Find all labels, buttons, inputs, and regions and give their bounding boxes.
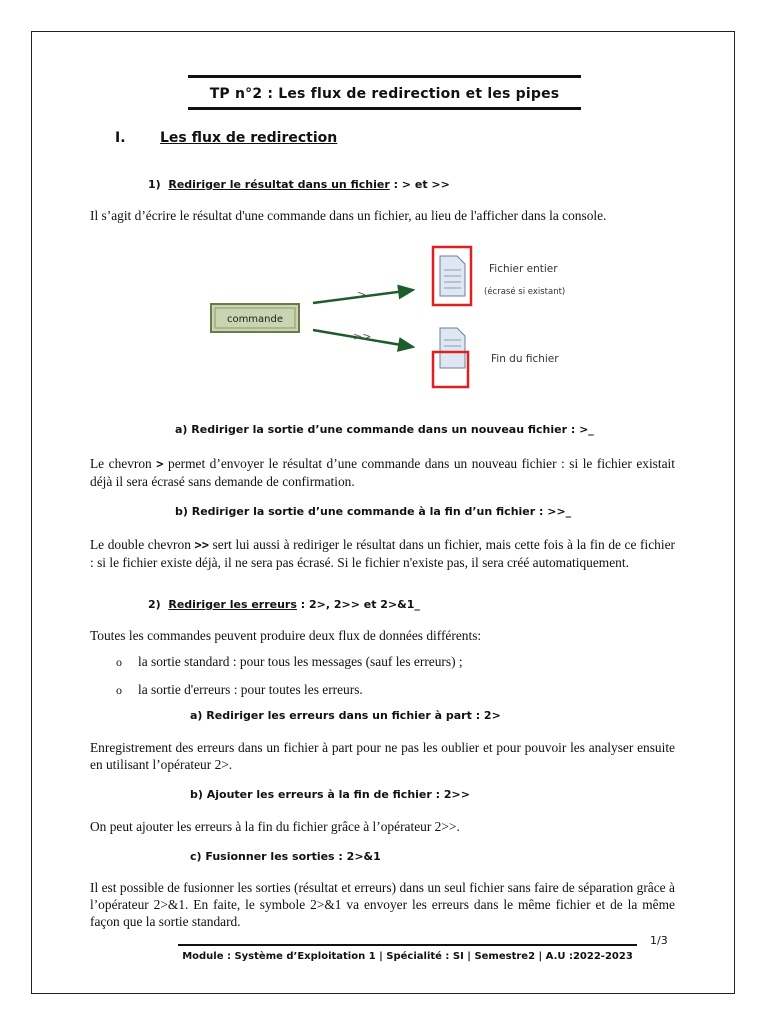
subheading-2-number: 2) <box>148 598 161 611</box>
subheading-2-label: Rediriger les erreurs <box>168 598 297 611</box>
paragraph-b1-end: sert lui aussi à rediriger le résultat dans un fichier, mais cette fois à la fin de ce fichier : si le fichier existe déjà, il ne sera pas écrasé. Si le fichier n'existe pas, il sera créé automatiquement. <box>90 537 675 570</box>
bullet-marker: o <box>116 683 122 697</box>
command-box <box>211 304 299 332</box>
file-end-icon <box>433 328 468 387</box>
page-number: 1/3 <box>650 934 668 947</box>
list-item-text: la sortie standard : pour tous les messages (sauf les erreurs) ; <box>138 654 463 669</box>
intro-paragraph: Il s’agit d’écrire le résultat d'une commande dans un fichier, au lieu de l'afficher dans la console. <box>90 208 607 223</box>
page-title: TP n°2 : Les flux de redirection et les pipes <box>209 86 560 102</box>
page-footer: Module : Système d’Exploitation 1 | Spécialité : SI | Semestre2 | A.U :2022-2023 <box>182 951 633 962</box>
section-heading <box>115 130 337 146</box>
title-top-rule <box>188 75 581 78</box>
paragraph-b1 <box>90 536 675 571</box>
arrow-overwrite-symbol: > <box>357 288 367 301</box>
command-label: commande <box>226 314 284 325</box>
subheading-c2: c) Fusionner les sorties : 2>&1 <box>190 850 381 863</box>
file-full-note: (écrasé si existant) <box>484 287 566 297</box>
list-item <box>116 682 363 698</box>
subheading-2-suffix: : 2>, 2>> et 2>&1_ <box>296 598 420 611</box>
paragraph-a1-start: Le chevron <box>90 456 157 471</box>
list-item-text: la sortie d'erreurs : pour toutes les erreurs. <box>138 682 363 697</box>
paragraph-2: Toutes les commandes peuvent produire deux flux de données différents: <box>90 628 482 643</box>
paragraph-b2: On peut ajouter les erreurs à la fin du fichier grâce à l’opérateur 2>>. <box>90 819 460 834</box>
paragraph-b1-start: Le double chevron <box>90 537 195 552</box>
paragraph-c2: Il est possible de fusionner les sorties (résultat et erreurs) dans un seul fichier sans faire de séparation grâce à l’opérateur 2>&1. En faite, le symbole 2>&1 va envoyer les erreurs dans le même fichier et de la même façon que la sortie standard. <box>90 880 675 929</box>
section-number: I. <box>115 130 126 146</box>
arrow-append-symbol: >> <box>353 330 372 343</box>
paragraph-b1-code: >> <box>194 538 209 552</box>
paragraph-a1 <box>90 455 675 490</box>
subheading-b2: b) Ajouter les erreurs à la fin de fichier : 2>> <box>190 788 470 801</box>
list-item <box>116 654 463 670</box>
paragraph-a1-end: permet d’envoyer le résultat d’une commande dans un nouveau fichier : si le fichier existait déjà il sera écrasé sans demande de confirmation. <box>90 456 675 489</box>
subheading-1-label: Rediriger le résultat dans un fichier <box>168 178 390 191</box>
subheading-1-suffix: : > et >> <box>389 178 450 191</box>
paragraph-a1-code: > <box>156 457 164 471</box>
bullet-marker: o <box>116 655 122 669</box>
subheading-a2: a) Rediriger les erreurs dans un fichier à part : 2> <box>190 709 501 722</box>
paragraph-a2: Enregistrement des erreurs dans un fichier à part pour ne pas les oublier et pour pouvoir les analyser ensuite en utilisant l’opérateur 2>. <box>90 740 675 772</box>
subheading-1 <box>148 178 450 191</box>
redirection-diagram <box>205 240 590 400</box>
file-end-label: Fin du fichier <box>491 353 559 365</box>
section-label: Les flux de redirection <box>160 130 338 146</box>
subheading-2 <box>148 598 420 611</box>
subheading-a1: a) Rediriger la sortie d’une commande dans un nouveau fichier : >_ <box>175 423 594 436</box>
file-full-label: Fichier entier <box>489 263 558 275</box>
subheading-b1: b) Rediriger la sortie d’une commande à la fin d’un fichier : >>_ <box>175 505 572 518</box>
file-full-icon <box>433 247 471 305</box>
title-bottom-rule <box>188 107 581 110</box>
footer-rule <box>178 944 637 946</box>
subheading-1-number: 1) <box>148 178 161 191</box>
